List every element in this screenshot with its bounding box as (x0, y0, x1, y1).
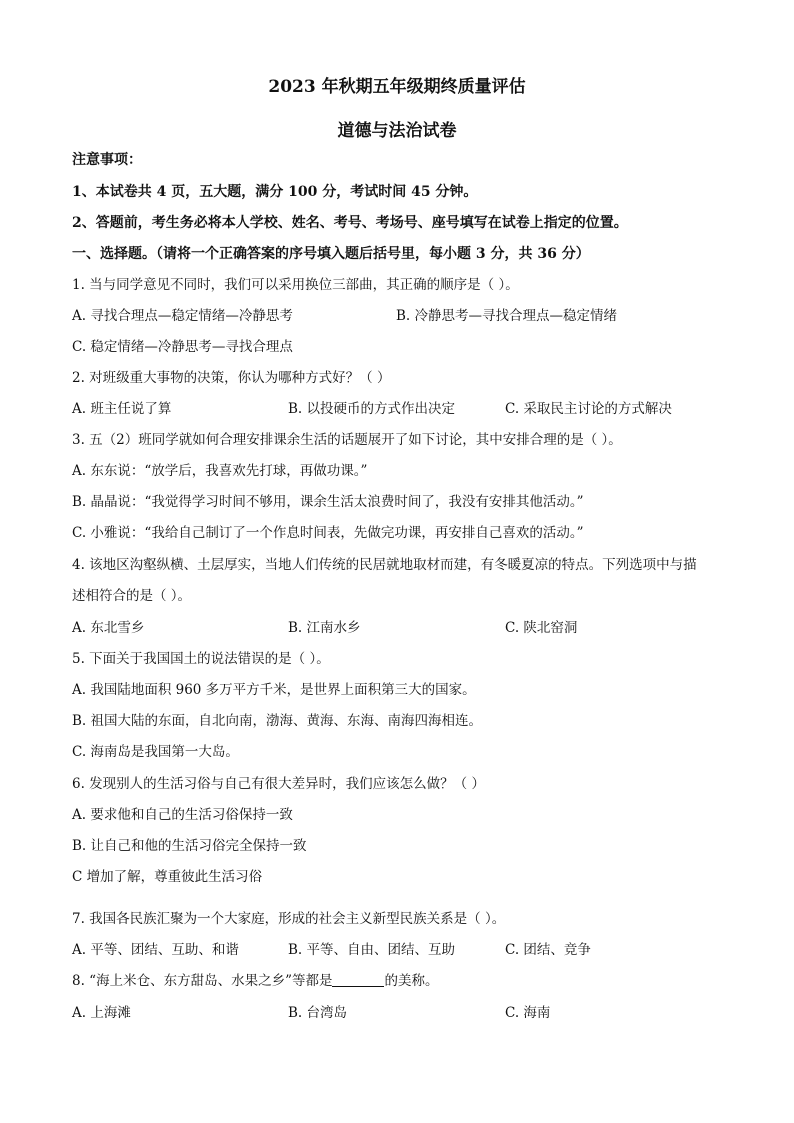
question-5-option-a: A. 我国陆地面积 960 多万平方千米，是世界上面积第三大的国家。 (72, 682, 476, 698)
question-8-stem-pre: 8. “海上米仓、东方甜岛、水果之乡”等都是 (72, 973, 333, 989)
question-4-stem-cont: 述相符合的是（ ）。 (72, 588, 192, 604)
question-4-option-c: C. 陕北窑洞 (505, 620, 578, 636)
question-8-option-a: A. 上海滩 (72, 1005, 131, 1021)
question-3-stem: 3. 五（2）班同学就如何合理安排课余生活的话题展开了如下讨论，其中安排合理的是（ ）。 (72, 432, 622, 448)
question-1-option-a: A. 寻找合理点—稳定情绪—冷静思考 (72, 308, 293, 324)
question-2-stem: 2. 对班级重大事物的决策，你认为哪种方式好？（ ） (72, 370, 391, 386)
question-8-stem (72, 971, 438, 991)
question-7-option-c: C. 团结、竞争 (505, 942, 591, 958)
answer-blank (332, 972, 384, 987)
question-7-option-b: B. 平等、自由、团结、互助 (288, 942, 456, 958)
question-7-stem: 7. 我国各民族汇聚为一个大家庭，形成的社会主义新型民族关系是（ ）。 (72, 911, 506, 927)
question-1-stem: 1. 当与同学意见不同时，我们可以采用换位三部曲，其正确的顺序是（ ）。 (72, 277, 519, 293)
question-3-option-c: C. 小雅说：“我给自己制订了一个作息时间表，先做完功课，再安排自己喜欢的活动。” (72, 525, 584, 541)
question-1-option-c: C. 稳定情绪—冷静思考—寻找合理点 (72, 339, 293, 355)
question-8-option-c: C. 海南 (505, 1005, 551, 1021)
question-8-option-b: B. 台湾岛 (288, 1005, 348, 1021)
question-4-option-b: B. 江南水乡 (288, 620, 361, 636)
question-5-stem: 5. 下面关于我国国土的说法错误的是（ ）。 (72, 651, 330, 667)
question-2-option-b: B. 以投硬币的方式作出决定 (288, 401, 456, 417)
question-3-option-b: B. 晶晶说：“我觉得学习时间不够用，课余生活太浪费时间了，我没有安排其他活动。” (72, 494, 584, 510)
question-2-option-a: A. 班主任说了算 (72, 401, 172, 417)
question-3-option-a: A. 东东说：“放学后，我喜欢先打球，再做功课。” (72, 463, 368, 479)
notes-heading: 注意事项： (72, 152, 142, 168)
question-4-option-a: A. 东北雪乡 (72, 620, 145, 636)
question-6-option-b: B. 让自己和他的生活习俗完全保持一致 (72, 838, 307, 854)
question-6-option-a: A. 要求他和自己的生活习俗保持一致 (72, 807, 293, 823)
question-4-stem: 4. 该地区沟壑纵横、土层厚实，当地人们传统的民居就地取材而建，有冬暖夏凉的特点。下列选项中与描 (72, 557, 697, 573)
question-8-stem-post: 的美称。 (384, 973, 439, 989)
notes-item-1: 1、本试卷共 4 页，五大题，满分 100 分，考试时间 45 分钟。 (72, 184, 478, 200)
section-heading: 一、选择题。（请将一个正确答案的序号填入题后括号里，每小题 3 分，共 36 分） (72, 246, 590, 262)
page-subtitle: 道德与法治试卷 (337, 121, 457, 141)
question-5-option-c: C. 海南岛是我国第一大岛。 (72, 744, 239, 760)
question-6-stem: 6. 发现别人的生活习俗与自己有很大差异时，我们应该怎么做？（ ） (72, 776, 485, 792)
question-5-option-b: B. 祖国大陆的东面，自北向南，渤海、黄海、东海、南海四海相连。 (72, 713, 483, 729)
page-title: 2023 年秋期五年级期终质量评估 (268, 77, 526, 97)
question-1-option-b: B. 冷静思考—寻找合理点—稳定情绪 (396, 308, 618, 324)
question-6-option-c: C 增加了解，尊重彼此生活习俗 (72, 869, 263, 885)
question-7-option-a: A. 平等、团结、互助、和谐 (72, 942, 239, 958)
notes-item-2: 2、答题前，考生务必将本人学校、姓名、考号、考场号、座号填写在试卷上指定的位置。 (72, 215, 628, 231)
question-2-option-c: C. 采取民主讨论的方式解决 (505, 401, 672, 417)
